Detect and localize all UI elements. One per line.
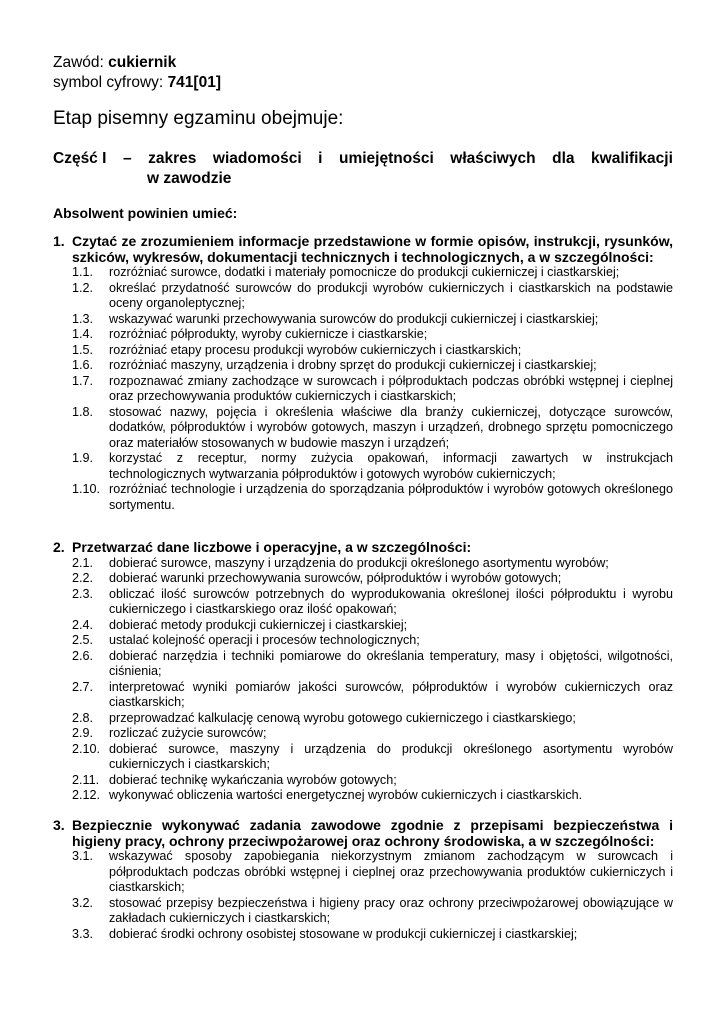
item-number: 2.11. [72, 772, 100, 787]
profession-value: cukiernik [108, 54, 177, 71]
item-number: 3.3. [72, 926, 94, 941]
section-heading [53, 234, 673, 265]
section-number: 3. [53, 817, 65, 833]
item-text: dobierać surowce, maszyny i urządzenia do produkcji określonego asortymentu wyrobów cukierniczych i ciastkarskich; [109, 741, 673, 771]
item-number: 2.7. [72, 679, 94, 694]
list-item [53, 788, 673, 804]
list-item [53, 343, 673, 359]
item-number: 2.1. [72, 555, 94, 570]
part-heading-line-1 [53, 149, 673, 169]
section-title: Czytać ze zrozumieniem informacje przedstawione w formie opisów, instrukcji, rysunków, szkiców, wykresów, dokumentacji technicznych i technologicznych, a w szczególności: [72, 233, 673, 265]
part-word: dla [552, 150, 575, 167]
item-text: interpretować wyniki pomiarów jakości surowców, półproduktów i wyrobów cukierniczych oraz ciastkarskich; [109, 679, 673, 709]
section-title: Bezpiecznie wykonywać zadania zawodowe zgodnie z przepisami bezpieczeństwa i higieny pracy, ochrony przeciwpożarowej oraz ochrony środowiska, a w szczególności: [72, 817, 673, 849]
item-text: wykonywać obliczenia wartości energetycznej wyrobów cukierniczych i ciastkarskich. [109, 788, 583, 802]
part-word: zakres [148, 150, 197, 167]
item-text: dobierać metody produkcji cukierniczej i ciastkarskiej; [109, 617, 408, 632]
item-number: 2.9. [72, 726, 94, 740]
item-text: rozróżniać etapy procesu produkcji wyrobów cukierniczych i ciastkarskich; [109, 342, 522, 357]
item-text: ustalać kolejność operacji i procesów technologicznych; [109, 633, 420, 647]
item-number: 2.10. [72, 741, 101, 756]
item-text: rozpoznawać zmiany zachodzące w surowcach i półproduktach podczas obróbki wstępnej i cieplnej oraz przechowywania produktów cukierniczych i ciastkarskich; [109, 373, 673, 403]
item-text: wskazywać warunki przechowywania surowców do produkcji cukierniczej i ciastkarskiej; [109, 311, 599, 326]
list-item [53, 633, 673, 649]
part-word: Część I [53, 150, 107, 167]
item-text: dobierać technikę wykańczania wyrobów gotowych; [109, 772, 397, 787]
item-number: 2.12. [72, 788, 101, 802]
symbol-label: symbol cyfrowy: [53, 74, 164, 91]
item-number: 2.2. [72, 571, 94, 585]
item-number: 2.4. [72, 617, 94, 632]
item-number: 1.10. [72, 482, 101, 496]
list-item [53, 649, 673, 680]
item-number: 1.5. [72, 342, 94, 357]
list-item [53, 482, 673, 513]
section-items [53, 265, 673, 513]
part-word: umiejętności [339, 150, 434, 167]
part-heading-line-2: w zawodzie [147, 170, 232, 187]
section-3 [53, 818, 673, 942]
part-heading [53, 149, 673, 189]
section-number: 2. [53, 539, 65, 555]
part-word: – [122, 150, 132, 167]
section-heading [53, 540, 673, 556]
item-text: określać przydatność surowców do produkcji wyrobów cukierniczych i ciastkarskich na podstawie oceny organoleptycznej; [109, 280, 673, 310]
item-text: obliczać ilość surowców potrzebnych do wyprodukowania określonej ilości półproduktu i wyrobu cukierniczego i ciastkarskiego oraz ilość opakowań; [109, 586, 673, 616]
item-text: dobierać warunki przechowywania surowców, półproduktów i wyrobów gotowych; [109, 571, 562, 585]
item-text: dobierać środki ochrony osobistej stosowane w produkcji cukierniczej i ciastkarskiej; [109, 926, 578, 941]
item-number: 1.7. [72, 373, 94, 388]
list-item [53, 265, 673, 281]
item-number: 1.4. [72, 327, 94, 341]
list-item [53, 451, 673, 482]
item-number: 1.9. [72, 451, 94, 465]
item-number: 2.5. [72, 633, 94, 647]
part-word: i [318, 150, 323, 167]
list-item [53, 711, 673, 727]
list-item [53, 927, 673, 943]
section-items [53, 556, 673, 804]
symbol-value: 741[01] [167, 74, 221, 91]
section-2 [53, 540, 673, 804]
section-1 [53, 234, 673, 513]
profession-label: Zawód: [53, 54, 104, 71]
item-text: rozróżniać technologie i urządzenia do sporządzania półproduktów i wyrobów gotowych określonego sortymentu. [109, 482, 673, 512]
list-item [53, 742, 673, 773]
item-number: 1.2. [72, 280, 94, 295]
symbol-line [53, 74, 221, 92]
profession-line [53, 54, 176, 72]
item-number: 1.6. [72, 358, 94, 372]
item-number: 1.1. [72, 265, 94, 279]
list-item [53, 571, 673, 587]
item-text: rozróżniać surowce, dodatki i materiały pomocnicze do produkcji cukierniczej i ciastkarskiej; [109, 265, 620, 279]
item-text: przeprowadzać kalkulację cenową wyrobu gotowego cukierniczego i ciastkarskiego; [109, 710, 576, 725]
item-number: 2.3. [72, 586, 94, 601]
item-text: korzystać z receptur, normy zużycia opakowań, informacji zawartych w instrukcjach technologicznych wytwarzania półproduktów i gotowych wyrobów cukierniczych; [109, 451, 673, 481]
part-word: właściwych [450, 150, 536, 167]
part-word: kwalifikacji [591, 150, 673, 167]
item-text: dobierać narzędzia i techniki pomiarowe do określania temperatury, masy i objętości, wilgotności, ciśnienia; [109, 648, 673, 678]
graduate-intro: Absolwent powinien umieć: [53, 205, 238, 221]
section-title: Przetwarzać dane liczbowe i operacyjne, a w szczególności: [72, 539, 472, 555]
list-item [53, 556, 673, 572]
item-number: 3.1. [72, 849, 94, 863]
item-number: 2.8. [72, 710, 94, 725]
stage-title: Etap pisemny egzaminu obejmuje: [53, 108, 344, 129]
item-number: 1.3. [72, 311, 94, 326]
item-text: stosować nazwy, pojęcia i określenia właściwe dla branży cukierniczej, dotyczące surowców, dodatków, półproduktów i wyrobów gotowych, maszyn i urządzeń, drobnego sprzętu pomocniczego oraz materiałów stosowanych w budowie maszyn i urządzeń; [109, 404, 673, 450]
section-items [53, 849, 673, 942]
list-item [53, 773, 673, 789]
item-number: 3.2. [72, 895, 94, 910]
item-text: stosować przepisy bezpieczeństwa i higieny pracy oraz ochrony przeciwpożarowej obowiązujące w zakładach cukierniczych i ciastkarskich; [109, 895, 673, 925]
list-item [53, 680, 673, 711]
item-text: rozliczać zużycie surowców; [109, 726, 267, 740]
item-text: wskazywać sposoby zapobiegania niekorzystnym zmianom zachodzącym w surowcach i półproduktach podczas obróbki wstępnej i cieplnej oraz przechowywania produktów cukierniczych i ciastkarskich; [109, 849, 673, 894]
item-text: dobierać surowce, maszyny i urządzenia do produkcji określonego asortymentu wyrobów; [109, 555, 609, 570]
item-text: rozróżniać maszyny, urządzenia i drobny sprzęt do produkcji cukierniczej i ciastkarskiej; [109, 358, 597, 372]
list-item [53, 358, 673, 374]
list-item [53, 374, 673, 405]
list-item [53, 618, 673, 634]
part-word: wiadomości [212, 150, 302, 167]
list-item [53, 281, 673, 312]
list-item [53, 405, 673, 452]
item-number: 1.8. [72, 404, 94, 419]
list-item [53, 896, 673, 927]
list-item [53, 849, 673, 896]
section-heading [53, 818, 673, 849]
section-number: 1. [53, 233, 65, 249]
item-number: 2.6. [72, 648, 94, 663]
item-text: rozróżniać półprodukty, wyroby cukiernicze i ciastkarskie; [109, 327, 428, 341]
list-item [53, 587, 673, 618]
list-item [53, 312, 673, 328]
list-item [53, 327, 673, 343]
list-item [53, 726, 673, 742]
